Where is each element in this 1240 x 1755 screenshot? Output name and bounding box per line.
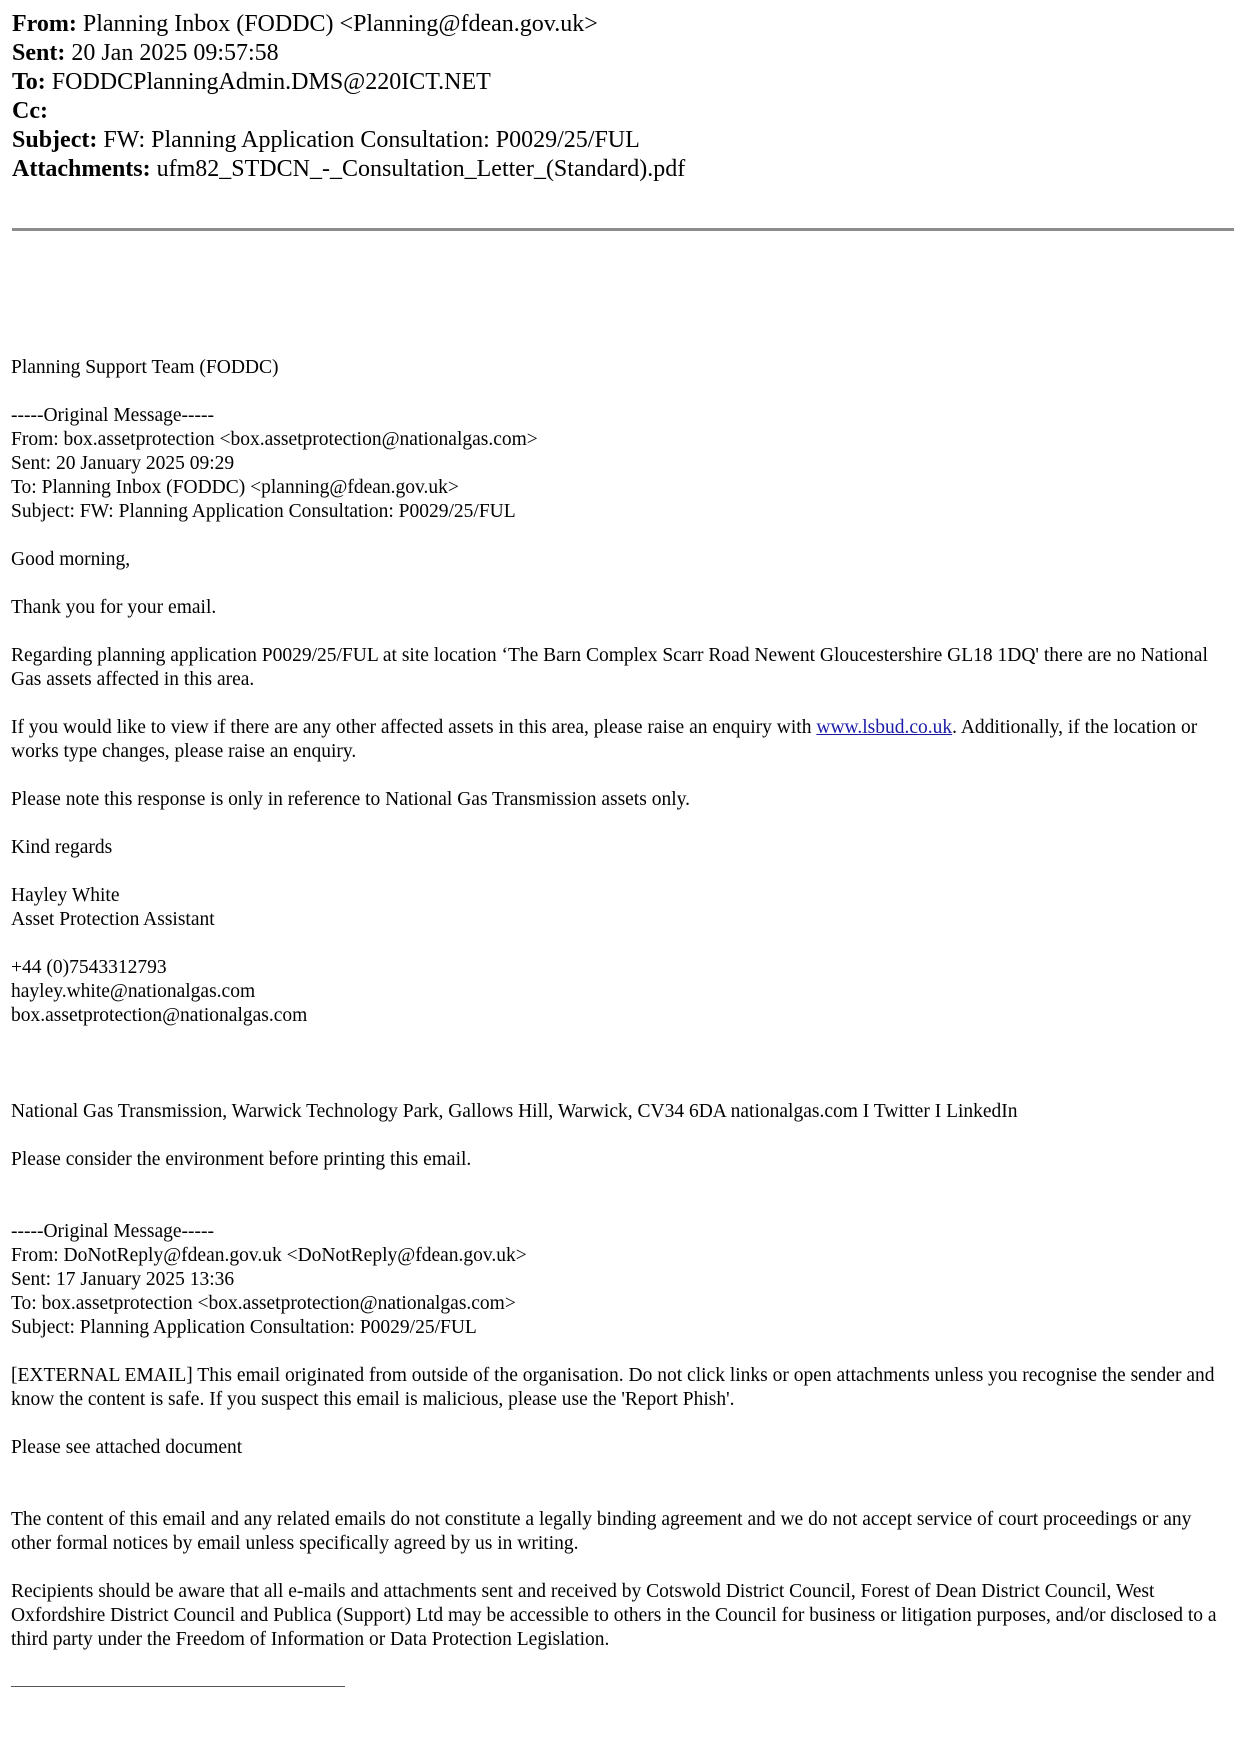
- from-label: From:: [12, 11, 77, 37]
- original-subject: Subject: FW: Planning Application Consultation: P0029/25/FUL: [11, 501, 516, 522]
- subject-value: FW: Planning Application Consultation: P0029/25/FUL: [103, 127, 640, 153]
- original-subject-2: Subject: Planning Application Consultation: P0029/25/FUL: [11, 1317, 477, 1338]
- cc-label: Cc:: [12, 98, 48, 124]
- disclaimer-paragraph-1: The content of this email and any related emails do not constitute a legally binding agreement and we do not accept service of court proceedings or any other formal notices by email unless specifically agreed by us in writing.: [11, 1509, 1192, 1554]
- to-label: To:: [12, 69, 46, 95]
- header-divider: [12, 228, 1234, 231]
- sent-value: 20 Jan 2025 09:57:58: [71, 40, 279, 66]
- header-sent: [12, 39, 1222, 68]
- attachment-link[interactable]: ufm82_STDCN_-_Consultation_Letter_(Standard).pdf: [156, 156, 686, 182]
- from-value: Planning Inbox (FODDC) <Planning@fdean.gov.uk>: [82, 11, 598, 37]
- closing-divider: [11, 1686, 345, 1687]
- original-sent: Sent: 20 January 2025 09:29: [11, 453, 235, 474]
- kind-regards: Kind regards: [11, 837, 113, 858]
- signature-title: Asset Protection Assistant: [11, 909, 215, 930]
- header-attachments: [12, 155, 1222, 184]
- original-to-2: To: box.assetprotection <box.assetprotection@nationalgas.com>: [11, 1293, 516, 1314]
- to-value: FODDCPlanningAdmin.DMS@220ICT.NET: [51, 69, 491, 95]
- header-from: [12, 10, 1222, 39]
- original-sent-2: Sent: 17 January 2025 13:36: [11, 1269, 235, 1290]
- footer-address: National Gas Transmission, Warwick Technology Park, Gallows Hill, Warwick, CV34 6DA nationalgas.com I Twitter I LinkedIn: [11, 1101, 1018, 1122]
- lsbud-link[interactable]: www.lsbud.co.uk: [816, 717, 953, 738]
- team-signature: Planning Support Team (FODDC): [11, 357, 279, 378]
- email-header: [12, 10, 1222, 184]
- original-from-2: From: DoNotReply@fdean.gov.uk <DoNotReply@fdean.gov.uk>: [11, 1245, 527, 1266]
- original-from: From: box.assetprotection <box.assetprotection@nationalgas.com>: [11, 429, 538, 450]
- see-attached: Please see attached document: [11, 1437, 243, 1458]
- signature-phone: +44 (0)7543312793: [11, 957, 167, 978]
- thanks-line: Thank you for your email.: [11, 597, 217, 618]
- environment-note: Please consider the environment before printing this email.: [11, 1149, 472, 1170]
- sent-label: Sent:: [12, 40, 66, 66]
- original-to: To: Planning Inbox (FODDC) <planning@fdean.gov.uk>: [11, 477, 459, 498]
- view-text-start: If you would like to view if there are any other affected assets in this area, please raise an enquiry with: [11, 717, 817, 738]
- greeting: Good morning,: [11, 549, 131, 570]
- header-subject: [12, 126, 1222, 155]
- view-text-end: . Additionally, if the location or works type changes, please raise an enquiry.: [11, 717, 1198, 762]
- header-to: [12, 68, 1222, 97]
- signature-box-email: box.assetprotection@nationalgas.com: [11, 1005, 308, 1026]
- signature-email: hayley.white@nationalgas.com: [11, 981, 256, 1002]
- attachments-label: Attachments:: [12, 156, 151, 182]
- regarding-paragraph: Regarding planning application P0029/25/FUL at site location ‘The Barn Complex Scarr Road Newent Gloucestershire GL18 1DQ' there are no National Gas assets affected in this area.: [11, 645, 1208, 690]
- disclaimer-paragraph-2: Recipients should be aware that all e-mails and attachments sent and received by Cotswold District Council, Forest of Dean District Council, West Oxfordshire District Council and Publica (Support) Ltd may be accessible to others in the Council for business or litigation purposes, and/or disclosed to a third party under the Freedom of Information or Data Protection Legislation.: [11, 1581, 1217, 1650]
- original-message-divider: -----Original Message-----: [11, 405, 215, 426]
- signature-name: Hayley White: [11, 885, 120, 906]
- note-line: Please note this response is only in reference to National Gas Transmission assets only.: [11, 789, 690, 810]
- original-message-divider-2: -----Original Message-----: [11, 1221, 215, 1242]
- view-paragraph: [11, 716, 1236, 764]
- subject-label: Subject:: [12, 127, 98, 153]
- external-warning: [EXTERNAL EMAIL] This email originated from outside of the organisation. Do not click links or open attachments unless you recognise the sender and know the content is safe. If you suspect this email is malicious, please use the 'Report Phish'.: [11, 1365, 1215, 1410]
- header-cc: [12, 97, 1222, 126]
